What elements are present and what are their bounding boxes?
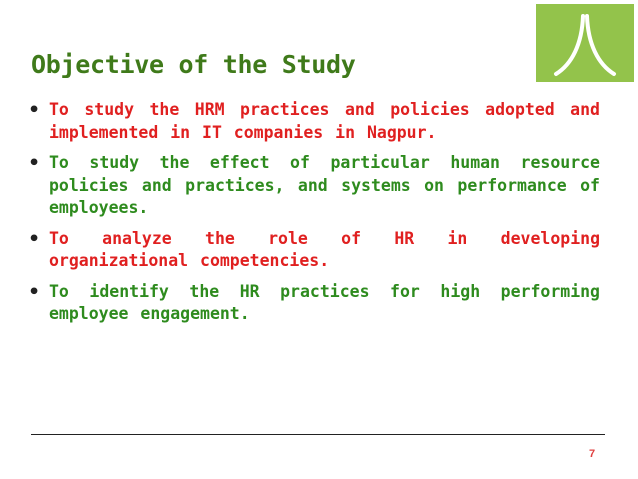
objective-item <box>26 281 600 326</box>
objective-text: To study the effect of particular human resource policies and practices, and systems on performance of employees. <box>49 153 600 217</box>
objective-text: To study the HRM practices and policies adopted and implemented in IT companies in Nagpur. <box>49 100 600 142</box>
objective-item <box>26 99 600 144</box>
bullet-icon: • <box>28 280 41 303</box>
green-arch-logo-icon <box>536 4 634 82</box>
objective-text: To analyze the role of HR in developing organizational competencies. <box>49 228 600 270</box>
objective-item <box>26 152 600 220</box>
objective-text: To identify the HR practices for high performing employee engagement. <box>49 281 600 323</box>
slide-title: Objective of the Study <box>31 50 356 79</box>
objectives-list <box>26 99 600 334</box>
bullet-icon: • <box>28 227 41 250</box>
bullet-icon: • <box>28 99 41 121</box>
footer-divider <box>31 434 605 435</box>
page-number: 7 <box>589 448 596 460</box>
objective-item <box>26 228 600 273</box>
bullet-icon: • <box>28 152 41 174</box>
